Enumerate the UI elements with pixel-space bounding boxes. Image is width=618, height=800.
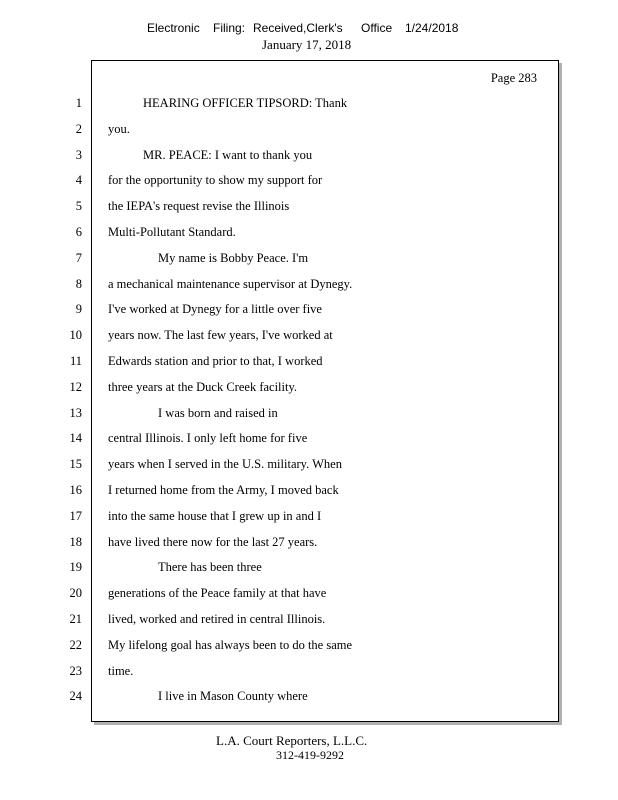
transcript-line: HEARING OFFICER TIPSORD: Thank	[143, 96, 348, 110]
transcript-line: into the same house that I grew up in and I	[108, 509, 322, 523]
transcript-line: I live in Mason County where	[158, 689, 308, 703]
footer-company: L.A. Court Reporters, L.L.C.	[216, 733, 368, 748]
line-number: 11	[69, 354, 82, 368]
transcript-line: Multi-Pollutant Standard.	[108, 225, 236, 239]
transcript-line: the IEPA's request revise the Illinois	[108, 199, 290, 213]
transcript-line: I was born and raised in	[158, 406, 278, 420]
transcript-line: three years at the Duck Creek facility.	[108, 380, 298, 394]
line-number: 2	[75, 122, 82, 136]
transcript-line: lived, worked and retired in central Illinois.	[108, 612, 326, 626]
line-number: 13	[69, 406, 82, 420]
line-number: 1	[75, 96, 82, 110]
line-number: 7	[75, 251, 82, 265]
transcript-line: I've worked at Dynegy for a little over five	[108, 302, 322, 316]
transcript-line: you.	[108, 122, 130, 136]
line-number: 21	[69, 612, 82, 626]
transcript-line: a mechanical maintenance supervisor at Dynegy.	[108, 277, 353, 291]
line-number: 14	[69, 431, 82, 445]
transcript-line: I returned home from the Army, I moved back	[108, 483, 339, 497]
transcript-line: My lifelong goal has always been to do the same	[108, 638, 353, 652]
stamp-filing: Filing:	[213, 21, 246, 35]
line-number: 10	[69, 328, 82, 342]
line-number: 22	[69, 638, 82, 652]
transcript-line: for the opportunity to show my support for	[108, 173, 323, 187]
line-number: 5	[75, 199, 82, 213]
filed-date: January 17, 2018	[262, 37, 352, 52]
stamp-electronic: Electronic	[147, 21, 200, 35]
line-number: 18	[69, 535, 82, 549]
line-number: 24	[69, 689, 82, 703]
line-number: 16	[69, 483, 82, 497]
transcript-line: years now. The last few years, I've worked at	[108, 328, 333, 342]
transcript-line: time.	[108, 664, 134, 678]
line-number: 4	[75, 173, 82, 187]
line-number: 19	[69, 560, 82, 574]
footer-phone: 312-419-9292	[276, 748, 344, 762]
transcript-line: central Illinois. I only left home for five	[108, 431, 308, 445]
transcript-line: generations of the Peace family at that have	[108, 586, 327, 600]
transcript-line: There has been three	[158, 560, 262, 574]
line-number: 9	[75, 302, 82, 316]
stamp-received: Received,Clerk's	[253, 21, 343, 35]
line-number: 6	[75, 225, 82, 239]
line-number: 15	[69, 457, 82, 471]
transcript-line: MR. PEACE: I want to thank you	[143, 148, 313, 162]
page-number: Page 283	[490, 71, 537, 85]
line-number: 23	[69, 664, 82, 678]
transcript-line: Edwards station and prior to that, I worked	[108, 354, 323, 368]
stamp-date: 1/24/2018	[405, 21, 459, 35]
transcript-line: years when I served in the U.S. military. When	[108, 457, 342, 471]
line-number: 8	[75, 277, 82, 291]
stamp-office: Office	[361, 21, 393, 35]
line-number: 17	[69, 509, 82, 523]
transcript-line: have lived there now for the last 27 years.	[108, 535, 318, 549]
line-number: 20	[69, 586, 82, 600]
line-number: 3	[75, 148, 82, 162]
transcript-line: My name is Bobby Peace. I'm	[158, 251, 309, 265]
line-number: 12	[69, 380, 82, 394]
